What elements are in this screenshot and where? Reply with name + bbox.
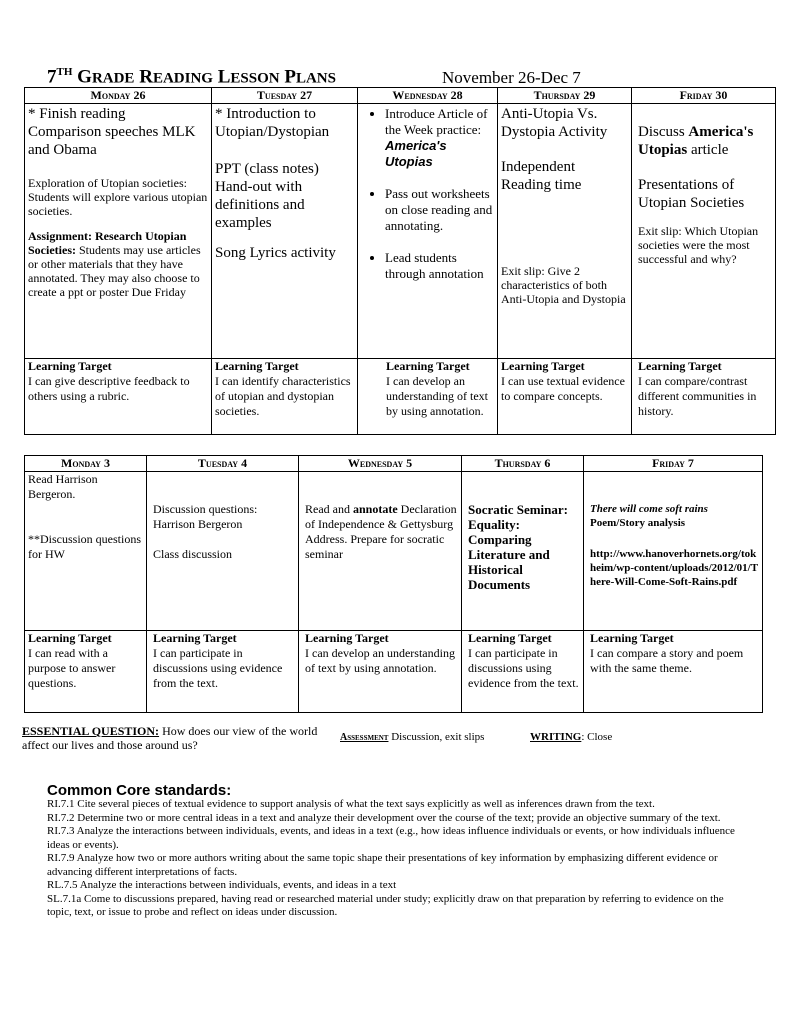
monday-plan-heading: * Finish reading Comparison speeches MLK and Obama: [28, 106, 196, 158]
learning-target-cell: Learning Target I can participate in discussions using evidence from the text.: [147, 631, 299, 713]
wednesday-list: [361, 106, 494, 282]
standard-item: RL.7.5 Analyze the interactions between individuals, events, and ideas in a text: [47, 879, 397, 891]
week2-table: [24, 455, 763, 713]
socratic-seminar: Socratic Seminar: Equality: Comparing Literature and Historical Documents: [468, 502, 569, 592]
standard-item: RI.7.2 Determine two or more central ideas in a text and analyze their development over the course of the text; provide an objective summary of the text.: [47, 811, 721, 824]
list-item: • Lead students through annotation: [385, 250, 494, 282]
assessment: Assessment Discussion, exit slips: [340, 731, 485, 743]
friday-presentations: Presentations of Utopian Societies: [638, 177, 745, 211]
day-header: Thursday 29: [498, 88, 632, 104]
standard-item: RI.7.9 Analyze how two or more authors writing about the same topic shape their presentations of key information by emphasizing different evidence or advancing different interpretations of facts.: [47, 852, 718, 878]
learning-target-cell: Learning Target I can read with a purpose to answer questions.: [25, 631, 147, 713]
monday-plan-cell: [25, 104, 212, 359]
tuesday-class: Class discussion: [153, 547, 233, 561]
friday-discuss: Discuss America's Utopias article: [638, 124, 754, 158]
monday-discussion: **Discussion questions for HW: [28, 532, 142, 561]
day-header: Thursday 6: [462, 456, 584, 472]
day-header: Monday 26: [25, 88, 212, 104]
monday-exploration: Exploration of Utopian societies: Students will explore various utopian societies.: [28, 176, 208, 218]
tuesday-questions: Discussion questions: Harrison Bergeron: [153, 502, 258, 531]
day-header: Wednesday 28: [358, 88, 498, 104]
thursday-plan-cell: [462, 472, 584, 631]
friday-exit-slip: Exit slip: Which Utopian societies were the most successful and why?: [638, 224, 759, 266]
tuesday-plan-cell: [212, 104, 358, 359]
week2-plan-row: [25, 472, 763, 631]
friday-plan-cell: [584, 472, 763, 631]
list-item: • Pass out worksheets on close reading and annotating.: [385, 186, 494, 234]
day-header: Friday 7: [584, 456, 763, 472]
day-header: Monday 3: [25, 456, 147, 472]
week1-plan-row: [25, 104, 776, 359]
day-header: Tuesday 27: [212, 88, 358, 104]
tuesday-song: Song Lyrics activity: [215, 245, 336, 261]
week2-header-row: [25, 456, 763, 472]
standard-item: RI.7.1 Cite several pieces of textual evidence to support analysis of what the text says explicitly as well as inferences drawn from the text.: [47, 798, 655, 810]
standard-item: SL.7.1a Come to discussions prepared, having read or researched material under study; explicitly draw on that preparation by referring to evidence on the topic, text, or issue to probe and reflect on ideas under discussion.: [47, 892, 724, 918]
wednesday-reading: Read and annotate Declaration of Independence & Gettysburg Address. Prepare for socratic seminar: [305, 502, 457, 561]
story-link[interactable]: http://www.hanoverhornets.org/tokheim/wp-content/uploads/2012/01/There-Will-Come-Soft-Rains.pdf: [590, 548, 759, 588]
thursday-plan-cell: [498, 104, 632, 359]
wednesday-plan-cell: [358, 104, 498, 359]
essential-question: ESSENTIAL QUESTION: How does our view of the world affect our lives and those around us?: [22, 724, 318, 752]
tuesday-plan-cell: [147, 472, 299, 631]
learning-target-cell: Learning Target I can participate in discussions using evidence from the text.: [462, 631, 584, 713]
list-item: • Introduce Article of the Week practice: America's Utopias: [385, 106, 494, 170]
writing: WRITING: Close: [530, 731, 613, 743]
learning-target-cell: Learning Target I can identify characteristics of utopian and dystopian societies.: [212, 359, 358, 435]
day-header: Wednesday 5: [299, 456, 462, 472]
learning-target-cell: Learning Target I can use textual evidence to compare concepts.: [498, 359, 632, 435]
thursday-activity: Anti-Utopia Vs. Dystopia Activity: [501, 106, 608, 140]
week1-header-row: [25, 88, 776, 104]
week1-target-row: [25, 359, 776, 435]
week1-table: [24, 87, 776, 435]
learning-target-cell: Learning Target I can compare/contrast different communities in history.: [632, 359, 776, 435]
poem-analysis: There will come soft rains Poem/Story analysis: [590, 503, 708, 529]
week2-target-row: [25, 631, 763, 713]
date-range: November 26-Dec 7: [442, 68, 581, 87]
common-core-list: [47, 798, 747, 920]
tuesday-ppt: PPT (class notes) Hand-out with definitions and examples: [215, 161, 319, 231]
monday-plan-cell: [25, 472, 147, 631]
monday-reading: Read Harrison Bergeron.: [28, 472, 98, 501]
friday-plan-cell: [632, 104, 776, 359]
learning-target-cell: Learning Target I can give descriptive feedback to others using a rubric.: [25, 359, 212, 435]
monday-assignment: Assignment: Research Utopian Societies: Students may use articles or other materials that they have annotated. They may also choose to create a ppt or poster Due Friday: [28, 229, 201, 299]
wednesday-plan-cell: [299, 472, 462, 631]
learning-target-cell: Learning Target I can develop an understanding of text by using annotation.: [299, 631, 462, 713]
thursday-reading: Independent Reading time: [501, 159, 582, 193]
standard-item: RI.7.3 Analyze the interactions between individuals, events, and ideas in a text (e.g., how ideas influence individuals or events, or how individuals influence ideas or events).: [47, 825, 735, 851]
day-header: Tuesday 4: [147, 456, 299, 472]
page-title: 7TH GRADE READING LESSON PLANS: [47, 66, 336, 88]
tuesday-intro: * Introduction to Utopian/Dystopian: [215, 106, 330, 140]
learning-target-cell: Learning Target I can develop an understanding of text by using annotation.: [358, 359, 498, 435]
common-core-title: Common Core standards:: [47, 782, 232, 799]
day-header: Friday 30: [632, 88, 776, 104]
article-title: America's Utopias: [385, 138, 447, 169]
thursday-exit-slip: Exit slip: Give 2 characteristics of both Anti-Utopia and Dystopia: [501, 264, 626, 306]
learning-target-cell: Learning Target I can compare a story and poem with the same theme.: [584, 631, 763, 713]
